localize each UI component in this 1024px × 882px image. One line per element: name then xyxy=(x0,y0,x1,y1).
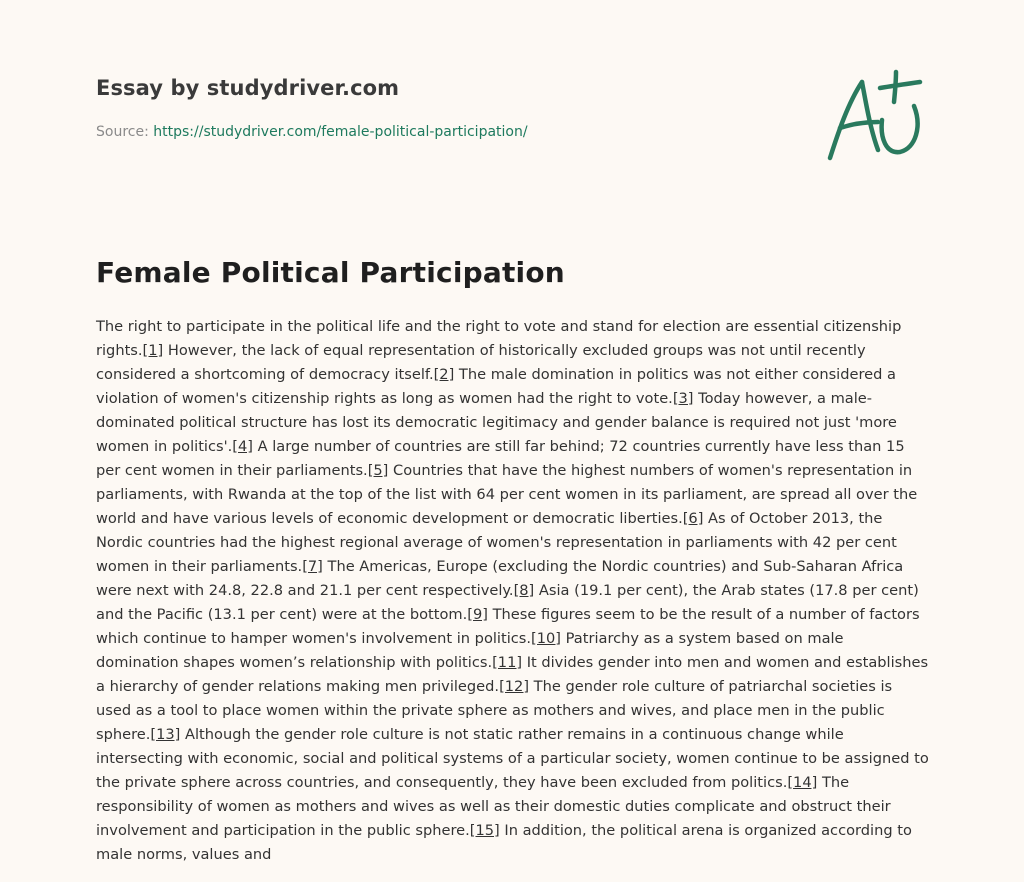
source-link[interactable]: https://studydriver.com/female-political-participation/ xyxy=(153,124,528,140)
footnote-link[interactable]: [11] xyxy=(492,654,523,671)
a-plus-logo-icon xyxy=(822,68,926,164)
footnote-link[interactable]: [7] xyxy=(302,558,323,575)
footnote-link[interactable]: [4] xyxy=(232,438,253,455)
footnote-link[interactable]: [5] xyxy=(367,462,389,479)
essay-text: The right to participate in the political life and the right to vote and stand for election are essential citizenship rights. xyxy=(96,318,902,359)
essay-text: It divides gender into men and women and establishes a hierarchy of gender relations making men privileged. xyxy=(96,654,929,695)
essay-text: The male domination in politics was not either considered a violation of women's citizenship rights as long as women had the right to vote. xyxy=(96,366,896,407)
essay-text: The Americas, Europe (excluding the Nordic countries) and Sub-Saharan Africa were next with 24.8, 22.8 and 21.1 per cent respectively. xyxy=(96,558,904,599)
essay-title: Female Political Participation xyxy=(96,256,565,289)
essay-text: As of October 2013, the Nordic countries had the highest regional average of women's representation in parliaments with 42 per cent women in their parliaments. xyxy=(96,510,897,575)
footnote-link[interactable]: [15] xyxy=(469,822,500,839)
essay-text: The gender role culture of patriarchal societies is used as a tool to place women within the private sphere as mothers and wives, and place men in the public sphere. xyxy=(96,678,893,743)
footnote-link[interactable]: [2] xyxy=(433,366,455,383)
footnote-link[interactable]: [1] xyxy=(142,342,164,359)
essay-text: Countries that have the highest numbers of women's representation in parliaments, with Rwanda at the top of the list with 64 per cent women in its parliament, are spread all over the world and have various levels of economic development or democratic liberties. xyxy=(96,462,918,527)
essay-text: A large number of countries are still far behind; 72 countries currently have less than 15 per cent women in their parliaments. xyxy=(96,438,905,479)
site-title: Essay by studydriver.com xyxy=(96,76,400,100)
essay-text: The responsibility of women as mothers and wives as well as their domestic duties complicate and obstruct their involvement and participation in the public sphere. xyxy=(96,774,891,839)
a-plus-logo-svg xyxy=(822,68,926,164)
essay-text: Patriarchy as a system based on male domination shapes women’s relationship with politics. xyxy=(96,630,844,671)
essay-text: These figures seem to be the result of a number of factors which continue to hamper women's involvement in politics. xyxy=(96,606,920,647)
footnote-link[interactable]: [9] xyxy=(467,606,488,623)
footnote-link[interactable]: [8] xyxy=(513,582,535,599)
essay-text: Although the gender role culture is not static rather remains in a continuous change while intersecting with economic, social and political systems of a particular society, women continue to be assigned to the private sphere across countries, and consequently, they have been excluded from politics. xyxy=(96,726,929,791)
source-line xyxy=(96,124,528,140)
essay-body xyxy=(96,315,930,867)
footnote-link[interactable]: [6] xyxy=(682,510,704,527)
footnote-link[interactable]: [3] xyxy=(672,390,694,407)
footnote-link[interactable]: [10] xyxy=(531,630,561,647)
essay-text: Asia (19.1 per cent), the Arab states (17.8 per cent) and the Pacific (13.1 per cent) were at the bottom. xyxy=(96,582,919,623)
footnote-link[interactable]: [12] xyxy=(499,678,530,695)
essay-text: However, the lack of equal representation of historically excluded groups was not until recently considered a shortcoming of democracy itself. xyxy=(96,342,866,383)
source-label: Source: xyxy=(96,124,149,140)
essay-text: In addition, the political arena is organized according to male norms, values and xyxy=(96,822,912,863)
footnote-link[interactable]: [13] xyxy=(150,726,181,743)
essay-text: Today however, a male-dominated political structure has lost its democratic legitimacy and gender balance is required not just 'more women in politics'. xyxy=(96,390,897,455)
footnote-link[interactable]: [14] xyxy=(787,774,818,791)
